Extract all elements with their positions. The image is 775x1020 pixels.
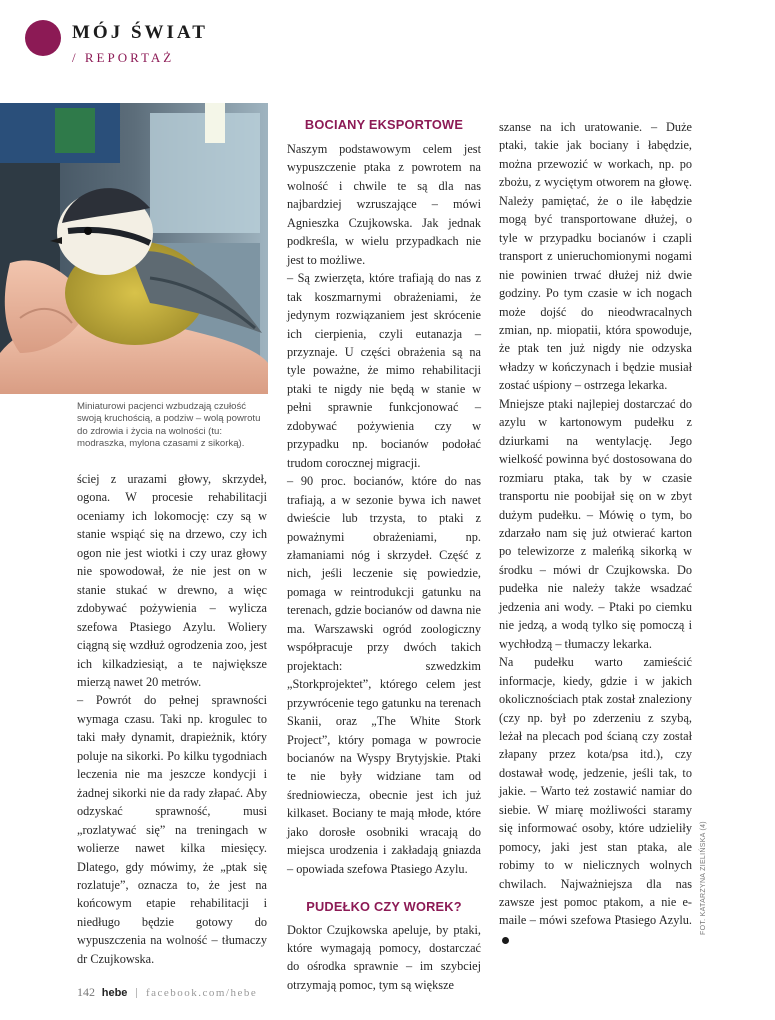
paragraph: ściej z urazami głowy, skrzydeł, ogona. W procesie rehabilitacji oceniamy ich lokomocję: czy są w stanie wspiąć się na drzewo, czy ich ogon nie jest wiotki i czy uraz głowy nie spowodował, że nie jest on w stanie stukać w drewno, a więc zdobywać pożywienia – wylicza szefowa Ptasiego Azylu. Woliery ciągną się wzdłuż ogrodzenia zoo, jest ich kilkadziesiąt, a te największe mierzą nawet 20 metrów. [77, 472, 267, 689]
paragraph: – Powrót do pełnej sprawności wymaga czasu. Taki np. krogulec to taki mały dynamit, drapieżnik, który poluje na sikorki. Po kilku tygodniach leczenia nie ma jeszcze kondycji i żadnej sikorki nie da rady złapać. Aby odzyskać sprawność, musi „rozlatywać się” na treningach w wolierze nawet kilka miesięcy. Dlatego, gdy mówimy, że „ptak się rozlatuje”, oznacza to, że jest na końcowym etapie rehabilitacji i niedługo będzie gotowy do wypuszczenia na wolność – tłumaczy dr Czujkowska. [77, 693, 267, 966]
heading-bociany-eksportowe: BOCIANY EKSPORTOWE [304, 117, 464, 132]
bird-photo [0, 103, 268, 394]
paragraph-last [499, 653, 692, 948]
end-mark-icon [502, 937, 509, 944]
photo-credit: FOT. KATARZYNA ZIELIŃSKA (4) [700, 821, 707, 935]
section-title: MÓJ ŚWIAT [72, 22, 208, 43]
section-dot [25, 20, 61, 56]
caption-text: Miniaturowi pacjenci wzbudzają czułość swoją kruchością, a podziw – wolą powrotu do zdrowia i życia na wolności (tu: modraszka, mylona czasami z sikorką). [77, 401, 261, 450]
paragraph: szanse na ich uratowanie. – Duże ptaki, takie jak bociany i łabędzie, można przewozić w workach, np. po zbożu, z wyciętym otworem na głowę. Należy pamiętać, że o ile łabędzie mogą być transportowane dłużej, o tyle w przypadku bocianów i czapli transport z unieruchomionymi nogami nie powinien trwać dłużej niż dwie godziny. Po tym czasie w ich nogach może dojść do nieodwracalnych zmian, np. miopatii, która spowoduje, że ptak ten już nigdy nie odzyska władzy w kończynach i będzie musiał zostać uśpiony – ostrzega lekarka. [499, 120, 692, 393]
column-1 [77, 470, 267, 968]
footer [77, 985, 257, 1000]
section-subtitle: / REPORTAŻ [72, 50, 175, 65]
paragraph: – Są zwierzęta, które trafiają do nas z tak koszmarnymi obrażeniami, że jedynym rozwiązaniem jest skrócenie ich cierpienia, czyli eutanazja – przyznaje. U części obrażenia są na tyle poważne, że mimo rehabilitacji ptaki te nigdy nie będą w stanie w pełni sprawnie funkcjonować – zdobywać pożywienia czy w przypadku np. bocianów podołać trudom corocznej migracji. [287, 271, 481, 470]
photo-caption [77, 401, 267, 451]
paragraph: Doktor Czujkowska apeluje, by ptaki, które wymagają pomocy, dostarczać do ośrodka sprawnie – im szybciej otrzymają pomoc, tym są większe [287, 922, 481, 992]
footer-divider [136, 988, 137, 998]
social-link[interactable]: facebook.com/hebe [145, 987, 258, 999]
page-number: 142 [77, 985, 95, 999]
brand-logo: hebe [101, 987, 128, 999]
column-3 [499, 118, 692, 948]
heading-bociany-wrapper [287, 116, 481, 134]
paragraph: – 90 proc. bocianów, które do nas trafiają, a w sezonie bywa ich nawet dwieście lub trzysta, to ptaki z poważnymi obrażeniami, np. złamaniami nóg i skrzydeł. Część z nich, jeśli leczenie się powiedzie, pomaga w reintrodukcji gatunku na terenach, gdzie bocianów od dawna nie ma. Warszawski ogród zoologiczny współpracuje przy dwóch takich projektach: szwedzkim „Storkprojektet”, którego celem jest przywrócenie tego gatunku na terenach Skanii, oraz „The White Stork Project”, który pomaga w powrocie bocianów na Wyspy Brytyjskie. Ptaki te nie były widziane tam od średniowiecza, obecnie jest ich już kilkaset. Bociany te mają młode, które jako dorosłe osobniki wracają do miejsca urodzenia i zakładają gniazda – opowiada szefowa Ptasiego Azylu. [287, 474, 481, 876]
heading-pudelko-czy-worek: PUDEŁKO CZY WOREK? [306, 899, 462, 915]
paragraph: Mniejsze ptaki najlepiej dostarczać do azylu w kartonowym pudełku z dziurkami na wentylację. Jego wielkość powinna być dostosowana do rozmiaru ptaka, tak by w czasie transportu nie poobijał się on w zbyt dużym pudełku. – Mówię o tym, bo zdarzało nam się już otwierać karton po telewizorze z maleńką sikorką w środku – mówi dr Czujkowska. Do pudełka nie należy także wsadzać jedzenia ani wody. – Ptaki po ciemku nie jedzą, a wodą tylko się pomoczą i wychłodzą – tłumaczy lekarka. [499, 396, 692, 651]
column-2 [287, 140, 481, 994]
paragraph: Naszym podstawowym celem jest wypuszczenie ptaka z powrotem na wolność i chwile te są dla nas najbardziej wzruszające – mówi Agnieszka Czujkowska. Jak jednak podkreśla, w wielu przypadkach nie jest to możliwe. [287, 142, 481, 267]
paragraph-text: Na pudełku warto zamieścić informacje, kiedy, gdzie i w jakich okolicznościach ptak został znaleziony (czy np. był po zderzeniu z szybą, leżał na plecach pod ścianą czy został złapany przez kota/psa itd.), czy dostawał wodę, jedzenie, jeśli tak, to jakie. – Warto też zostawić namiar do siebie. W miarę możliwości staramy się informować osoby, które udzieliły pomocy, jaki jest stan ptaka, ale robimy to w nielicznych wolnych chwilach. Najważniejsza dla nas zawsze jest pomoc ptakom, a nie e-maile – mówi szefowa Ptasiego Azylu. [499, 655, 692, 928]
